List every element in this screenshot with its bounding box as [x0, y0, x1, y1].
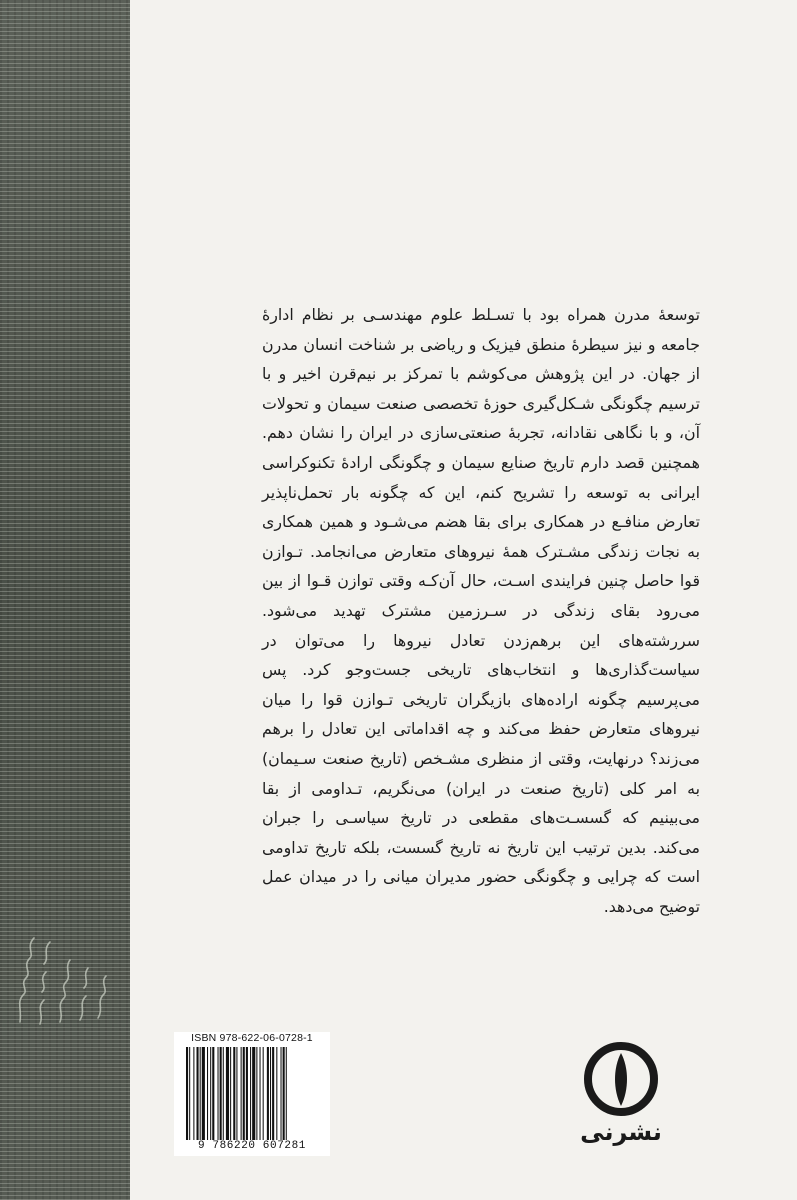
barcode-bar [189, 1047, 190, 1140]
barcode-bar [207, 1047, 208, 1140]
publisher-name: نشرنی [580, 1118, 662, 1146]
barcode-bar [193, 1047, 194, 1140]
barcode-bar [260, 1047, 261, 1140]
barcode-bar [220, 1047, 222, 1140]
barcode-bar [270, 1047, 271, 1140]
barcode-bar [243, 1047, 245, 1140]
barcode-bar [236, 1047, 237, 1140]
barcode-bar [226, 1047, 229, 1140]
barcode-bar [210, 1047, 211, 1140]
barcode [182, 1047, 322, 1140]
barcode-bar [250, 1047, 251, 1140]
ney-publisher-logo-icon [582, 1040, 660, 1118]
barcode-bar [197, 1047, 199, 1140]
isbn-label: ISBN 978-622-06-0728-1 [191, 1032, 313, 1044]
barcode-bar [241, 1047, 242, 1140]
barcode-bar [246, 1047, 248, 1140]
barcode-bar [202, 1047, 205, 1140]
barcode-bar [256, 1047, 257, 1140]
barcode-bar [272, 1047, 274, 1140]
barcode-bar [263, 1047, 264, 1140]
barcode-bar [186, 1047, 188, 1140]
barcode-bar [218, 1047, 219, 1140]
barcode-bar [283, 1047, 285, 1140]
barcode-bar [252, 1047, 255, 1140]
barcode-bar [230, 1047, 231, 1140]
isbn-barcode-box [174, 1032, 330, 1156]
barcode-bar [212, 1047, 214, 1140]
barcode-bar [281, 1047, 282, 1140]
barcode-number: 9 786220 607281 [197, 1140, 307, 1152]
spine-strip [0, 0, 130, 1200]
barcode-bar [233, 1047, 235, 1140]
barcode-bar [276, 1047, 277, 1140]
barcode-bar [223, 1047, 224, 1140]
back-cover-blurb: توسعهٔ مدرن همراه بود با تسـلط علوم مهندسـی بر نظام ادارهٔ جامعه و نیز سیطرهٔ منطق فیزیک و ریاضی بر شناخت انسان مدرن از جهان. در این پژوهش می‌کوشم با تمرکز بر نیم‌قرن اخیر و با ترسیم چگونگی شـکل‌گیری حوزهٔ تخصصی صنعت سیمان و تحولات آن، و با نگاهی نقادانه، تجربهٔ صنعتی‌سازی در ایران را نشان دهم. همچنین قصد دارم تاریخ صنایع سیمان و چگونگی ارادهٔ تکنوکراسی ایرانی به توسعه را تشریح کنم، این که چگونه بار تحمل‌ناپذیر تعارض منافـع در همکاری برای بقا هضم می‌شـود و همین همکاری به نجات زندگی مشـترک همهٔ نیروهای متعارض می‌انجامد. تـوازن قوا حاصل چنین فرایندی اسـت، حال آن‌کـه وقتی توازن قـوا از بین می‌رود بقای زندگی در سـرزمین مشترک تهدید می‌شود. سررشته‌های این برهم‌زدن تعادل نیروها را می‌توان در سیاست‌گذاری‌ها و انتخاب‌های تاریخی جست‌وجو کرد. پس می‌پرسیم چگونه اراده‌های بازیگران تاریخی تـوازن قوا را میان نیروهای متعارض حفظ می‌کند و چه اقداماتی این تعادل را برهم می‌زند؟ درنهایت، وقتی از منظری مشـخص (تاریخ صنعت سـیمان) به امر کلی (تاریخ صنعت در ایران) می‌نگریم، تـداومی از بقا می‌بینیم که گسسـت‌های مقطعی در تاریخ سیاسـی را جبران می‌کند. بدین ترتیب این تاریخ نه تاریخ گسست، بلکه تاریخ تداومی است که چرایی و چگونگی حضور مدیران میانی را در میدان عمل توضیح می‌دهد. [262, 305, 700, 916]
spine-signature-icon [6, 918, 124, 1038]
barcode-bar [286, 1047, 287, 1140]
barcode-bar [267, 1047, 269, 1140]
barcode-bar [200, 1047, 201, 1140]
